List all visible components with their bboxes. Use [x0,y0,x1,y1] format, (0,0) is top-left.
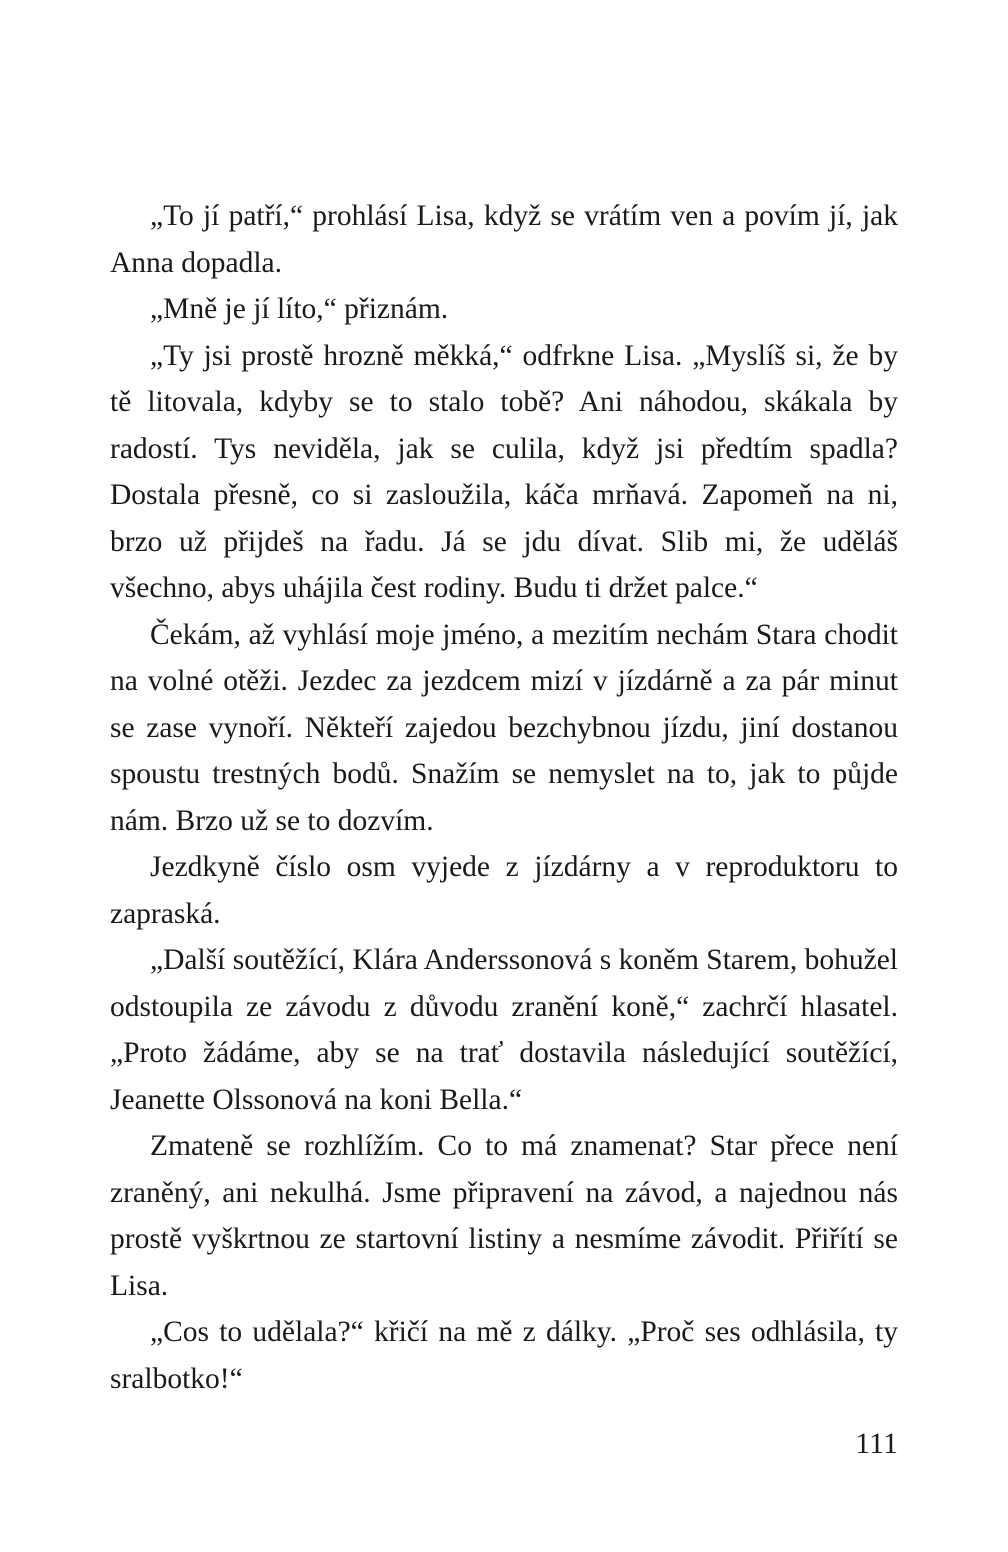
page-body [110,193,898,1402]
paragraph-7: Zmateně se rozhlížím. Co to má znamenat? Star přece není zraněný, ani nekulhá. Jsme připravení na závod, a najednou nás prostě vyškrtnou ze startovní listiny a nesmíme závodit. Přiřítí se Lisa. [110,1130,898,1302]
paragraph-6: „Další soutěžící, Klára Anderssonová s koněm Starem, bohužel odstoupila ze závodu z důvodu zranění koně,“ zachrčí hlasatel. „Proto žádáme, aby se na trať dostavila následující soutěžící, Jeanette Olssonová na koni Bella.“ [110,944,898,1116]
paragraph-2: „Mně je jí líto,“ přiznám. [150,293,449,325]
paragraph-1: „To jí patří,“ prohlásí Lisa, když se vrátím ven a povím jí, jak Anna dopadla. [110,200,898,279]
paragraph-5: Jezdkyně číslo osm vyjede z jízdárny a v reproduktoru to zapraská. [110,851,898,930]
paragraph-4: Čekám, až vyhlásí moje jméno, a mezitím nechám Stara chodit na volné otěži. Jezdec za jezdcem mizí v jízdárně a za pár minut se zase vynoří. Někteří zajedou bezchybnou jízdu, jiní dostanou spoustu trestných bodů. Snažím se nemyslet na to, jak to půjde nám. Brzo už se to dozvím. [110,618,898,837]
page-number: 111 [855,1427,898,1460]
paragraph-8: „Cos to udělala?“ křičí na mě z dálky. „Proč ses odhlásila, ty sralbotko!“ [110,1316,898,1395]
paragraph-3: „Ty jsi prostě hrozně měkká,“ odfrkne Lisa. „Myslíš si, že by tě litovala, kdyby se to stalo tobě? Ani náhodou, skákala by radostí. Tys neviděla, jak se culila, když jsi předtím spadla? Dostala přesně, co si zasloužila, káča mrňavá. Zapomeň na ni, brzo už přijdeš na řadu. Já se jdu dívat. Slib mi, že uděláš všechno, abys uhájila čest rodiny. Budu ti držet palce.“ [110,339,898,604]
